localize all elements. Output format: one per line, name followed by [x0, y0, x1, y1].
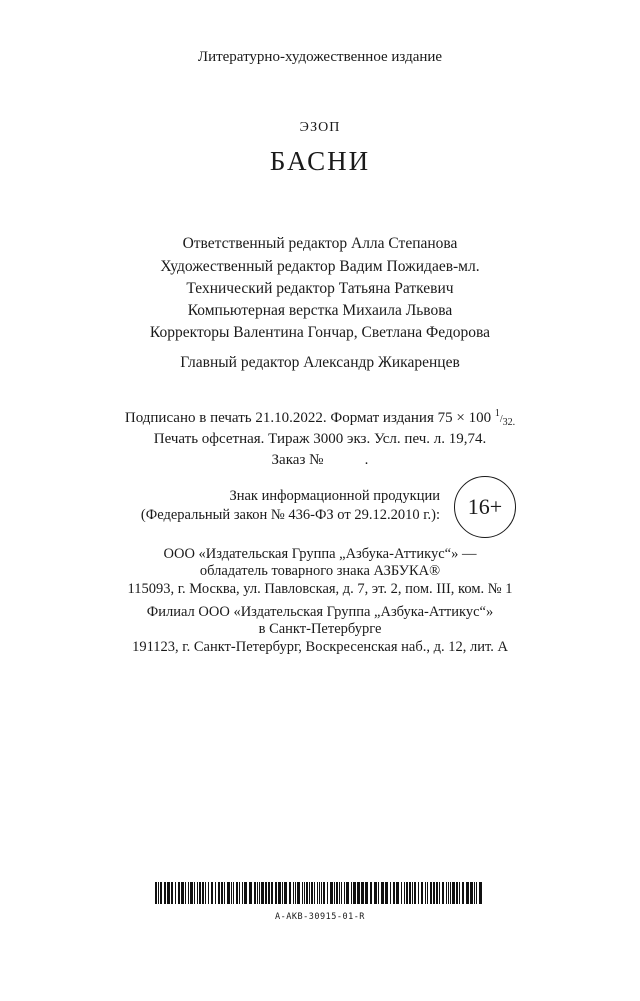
barcode-bar	[456, 882, 458, 904]
series-label: Литературно-художественное издание	[197, 49, 443, 65]
barcode-bar	[353, 882, 356, 904]
barcode-bar	[233, 882, 234, 904]
barcode-bar	[339, 882, 340, 904]
barcode-bar	[390, 882, 391, 904]
barcode-bar	[218, 882, 220, 904]
barcode-bar	[474, 882, 475, 904]
barcode-bar	[175, 882, 176, 904]
barcode-bar	[249, 882, 252, 904]
barcode-bar	[476, 882, 477, 904]
barcode-bar	[319, 882, 320, 904]
staff-art-editor: Художественный редактор Вадим Пожидаев-мл.	[160, 258, 480, 275]
barcode-bar	[351, 882, 352, 904]
barcode-bar	[439, 882, 440, 904]
barcode-bar	[321, 882, 322, 904]
barcode-bar	[306, 882, 308, 904]
barcode-bar	[197, 882, 198, 904]
barcode-bar	[268, 882, 270, 904]
fraction-numerator: 1	[494, 408, 500, 419]
barcode-bar	[271, 882, 273, 904]
barcode-bar	[311, 882, 313, 904]
barcode-bar	[327, 882, 328, 904]
barcode-bar	[265, 882, 267, 904]
publisher-line2: обладатель товарного знака АЗБУКА®	[199, 563, 441, 579]
barcode-bar	[346, 882, 349, 904]
barcode-bar	[188, 882, 189, 904]
barcode-bar	[171, 882, 173, 904]
barcode-bar	[231, 882, 232, 904]
barcode-bar	[418, 882, 419, 904]
barcode-bar	[462, 882, 464, 904]
barcode-bar	[284, 882, 287, 904]
barcode-bar	[178, 882, 180, 904]
branch-line1: Филиал ООО «Издательская Группа „Азбука-Аттикус“»	[146, 604, 494, 620]
branch-address: 191123, г. Санкт-Петербург, Воскресенская наб., д. 12, лит. А	[132, 639, 508, 655]
barcode-bar	[404, 882, 405, 904]
barcode-bar	[244, 882, 247, 904]
barcode-bar	[257, 882, 258, 904]
barcode-bar	[459, 882, 460, 904]
barcode-text: A-AKB-30915-01-R	[275, 912, 365, 922]
barcode-bar	[185, 882, 186, 904]
barcode-bar	[393, 882, 395, 904]
barcode-bar	[208, 882, 209, 904]
print-signed-text: Подписано в печать 21.10.2022. Формат издания 75 × 100	[124, 410, 492, 426]
barcode-bar	[282, 882, 283, 904]
barcode-bar	[361, 882, 364, 904]
barcode-bar	[304, 882, 305, 904]
branch-line2: в Санкт-Петербурге	[258, 621, 382, 637]
chief-editor: Главный редактор Александр Жикаренцев	[180, 354, 460, 371]
barcode-bar	[414, 882, 416, 904]
barcode-bar	[302, 882, 303, 904]
barcode-bar	[275, 882, 277, 904]
print-details: Печать офсетная. Тираж 3000 экз. Усл. печ. л. 19,74.	[153, 431, 487, 447]
publisher-address: 115093, г. Москва, ул. Павловская, д. 7, эт. 2, пом. III, ком. № 1	[127, 581, 513, 597]
barcode-bar	[205, 882, 206, 904]
barcode-bar	[215, 882, 216, 904]
info-product-sign	[120, 487, 440, 525]
barcode-bar	[334, 882, 335, 904]
barcode-bar	[239, 882, 240, 904]
barcode-bar	[190, 882, 193, 904]
barcode-bar	[381, 882, 384, 904]
barcode-bar	[433, 882, 435, 904]
barcode-bar	[425, 882, 426, 904]
barcode-bar	[409, 882, 411, 904]
barcode-bar	[202, 882, 204, 904]
barcode-bar	[317, 882, 318, 904]
barcode-bar	[378, 882, 379, 904]
barcode-bar	[336, 882, 338, 904]
staff-technical-editor: Технический редактор Татьяна Раткевич	[186, 280, 454, 297]
staff-responsible-editor: Ответственный редактор Алла Степанова	[182, 235, 458, 252]
order-number: Заказ № .	[271, 452, 369, 468]
barcode-bar	[227, 882, 230, 904]
barcode-bar	[430, 882, 432, 904]
barcode	[155, 882, 485, 904]
barcode-graphic	[155, 882, 485, 904]
barcode-bar	[164, 882, 166, 904]
barcode-bar	[289, 882, 291, 904]
barcode-bar	[211, 882, 213, 904]
barcode-bar	[158, 882, 159, 904]
barcode-bar	[181, 882, 184, 904]
book-title: БАСНИ	[269, 146, 371, 176]
barcode-bar	[259, 882, 260, 904]
barcode-bar	[242, 882, 243, 904]
barcode-bar	[370, 882, 372, 904]
publisher-line1: ООО «Издательская Группа „Азбука-Аттикус“» —	[163, 546, 477, 562]
barcode-bar	[412, 882, 413, 904]
format-fraction: 1/32.	[494, 408, 516, 428]
fraction-denominator: 32	[502, 417, 513, 428]
staff-proofreaders: Корректоры Валентина Гончар, Светлана Федорова	[149, 324, 491, 341]
barcode-bar	[236, 882, 238, 904]
barcode-bar	[330, 882, 333, 904]
barcode-bar	[374, 882, 377, 904]
barcode-bar	[261, 882, 264, 904]
info-sign-line1: Знак информационной продукции	[229, 488, 440, 504]
barcode-bar	[344, 882, 345, 904]
barcode-bar	[254, 882, 256, 904]
barcode-bar	[221, 882, 223, 904]
barcode-bar	[224, 882, 225, 904]
print-signed-line	[0, 410, 640, 427]
barcode-bar	[479, 882, 482, 904]
barcode-bar	[466, 882, 469, 904]
barcode-bar	[385, 882, 388, 904]
barcode-bar	[427, 882, 428, 904]
barcode-bar	[323, 882, 325, 904]
barcode-bar	[293, 882, 294, 904]
barcode-bar	[448, 882, 449, 904]
barcode-bar	[309, 882, 310, 904]
barcode-bar	[406, 882, 408, 904]
barcode-bar	[442, 882, 444, 904]
staff-layout: Компьютерная верстка Михаила Львова	[187, 302, 453, 319]
barcode-bar	[452, 882, 455, 904]
age-rating-badge	[454, 476, 516, 538]
barcode-bar	[160, 882, 162, 904]
barcode-bar	[341, 882, 342, 904]
fraction-suffix: .	[512, 417, 516, 428]
barcode-bar	[446, 882, 447, 904]
barcode-bar	[421, 882, 423, 904]
barcode-bar	[401, 882, 402, 904]
info-sign-line2: (Федеральный закон № 436-ФЗ от 29.12.2010 г.):	[140, 507, 440, 523]
barcode-bar	[297, 882, 300, 904]
barcode-bar	[278, 882, 281, 904]
barcode-bar	[194, 882, 195, 904]
age-rating-text: 16+	[467, 494, 503, 519]
barcode-bar	[167, 882, 170, 904]
barcode-bar	[199, 882, 201, 904]
barcode-bar	[470, 882, 473, 904]
barcode-bar	[436, 882, 438, 904]
barcode-bar	[365, 882, 368, 904]
author-name: ЭЗОП	[299, 120, 341, 135]
barcode-bar	[396, 882, 399, 904]
barcode-bar	[155, 882, 157, 904]
barcode-bar	[314, 882, 315, 904]
barcode-bar	[295, 882, 296, 904]
barcode-bar	[357, 882, 360, 904]
barcode-bar	[450, 882, 451, 904]
